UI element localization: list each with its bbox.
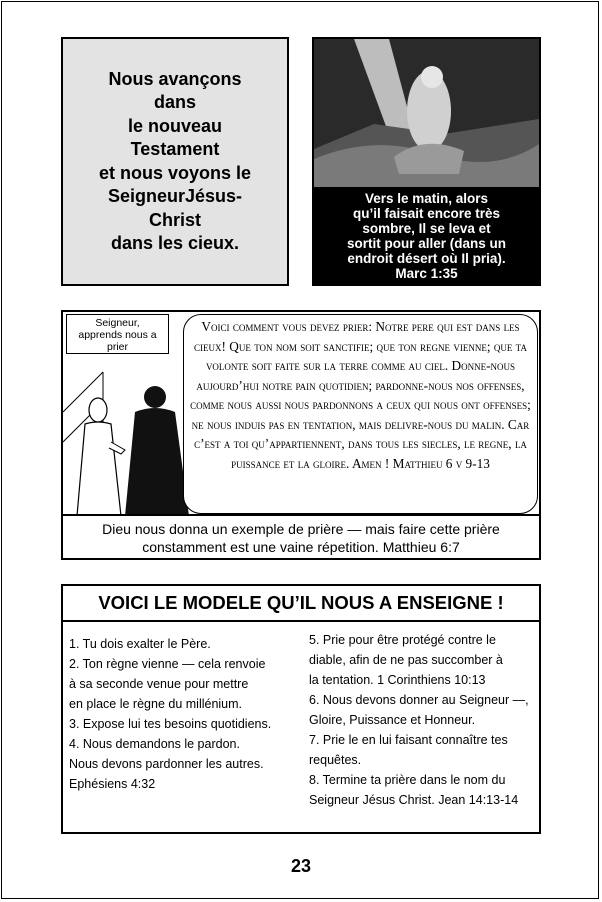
list-item: 5. Prie pour être protégé contre le diable, afin de ne pas succomber à la tentation. 1 Corinthiens 10:13 <box>309 633 503 687</box>
list-item: 2. Ton règne vienne — cela renvoie à sa seconde venue pour mettre en place le règne du millénium. <box>69 657 266 711</box>
list-item: 4. Nous demandons le pardon. Nous devons pardonner les autres. Ephésiens 4:32 <box>69 737 264 791</box>
list-item: 1. Tu dois exalter le Père. <box>69 637 211 651</box>
list-item: 6. Nous devons donner au Seigneur —, Gloire, Puissance et Honneur. <box>309 693 529 727</box>
prayer-model-heading: VOICI LE MODELE QU’IL NOUS A ENSEIGNE ! <box>63 586 539 622</box>
page-number: 23 <box>290 856 312 876</box>
list-item: 8. Termine ta prière dans le nom du Seigneur Jésus Christ. Jean 14:13-14 <box>309 773 519 807</box>
prayer-model-right-list <box>309 630 534 810</box>
intro-panel <box>61 37 289 286</box>
prayer-model-box <box>61 584 541 834</box>
praying-figure-illustration <box>314 39 539 189</box>
prayer-panel <box>61 310 541 560</box>
disciple-speech-bubble: Seigneur, apprends nous a prier <box>66 314 169 354</box>
intro-text: Nous avançons dans le nouveau Testament et nous voyons le SeigneurJésus- Christ dans les cieux. <box>98 68 252 253</box>
list-item: 3. Expose lui tes besoins quotidiens. <box>69 717 272 731</box>
list-item: 7. Prie le en lui faisant connaître tes requêtes. <box>309 733 508 767</box>
praying-jesus-panel <box>312 37 541 286</box>
prayer-panel-caption: Dieu nous donna un exemple de prière — mais faire cette prière constamment est une vaine répetition. Matthieu 6:7 <box>63 514 539 558</box>
lords-prayer-bubble: Voici comment vous devez prier: Notre pere qui est dans les cieux! Que ton nom soit sanctifie; que ton regne vienne; que ta volonte soit faite sur la terre comme au ciel. Donne-nous aujourd’hui notre pain quotidien; pardonne-nous nos offenses, comme nous aussi nous pardonnons a ceux qui nous ont offenses; ne nous induis pas en tentation, mais delivre-nous du malin. Car c’est a toi qu’appartiennent, dans tous les siecles, le regne, la puissance et la gloire. Amen ! Matthieu 6 v 9-13 <box>183 314 538 514</box>
panel2-caption: Vers le matin, alors qu’il faisait encore très sombre, Il se leva et sortit pour aller (dans un endroit désert où Il pria). Marc 1:35 <box>314 187 539 284</box>
prayer-model-left-list <box>69 634 289 794</box>
